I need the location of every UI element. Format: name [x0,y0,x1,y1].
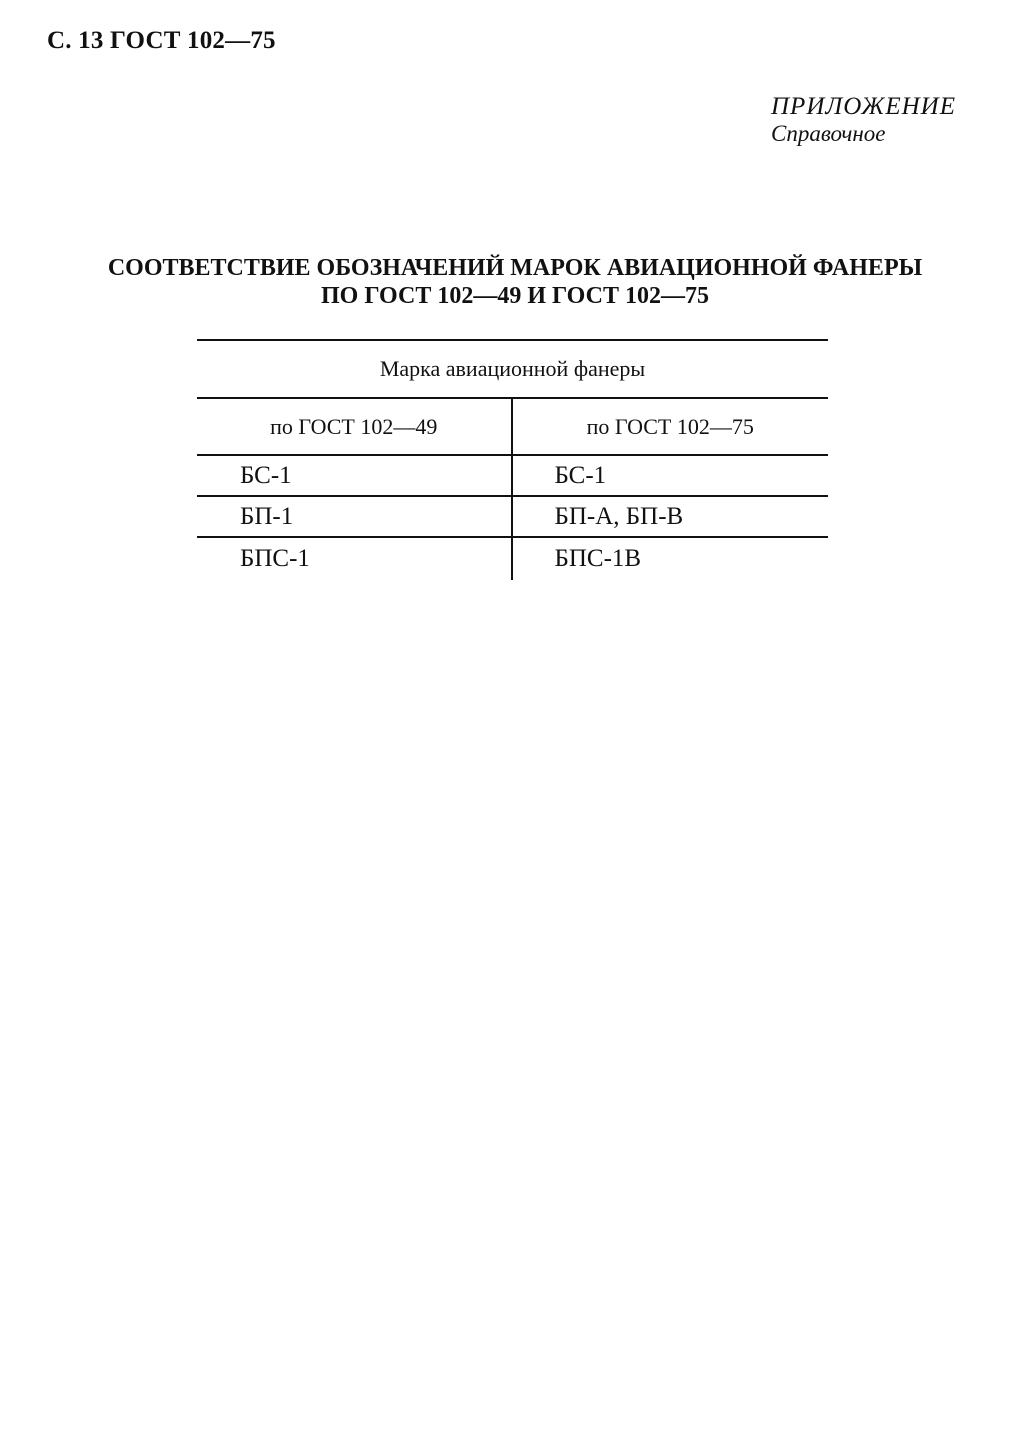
column-header-gost-102-49: по ГОСТ 102—49 [197,399,513,454]
table-cell-new-grade: БС-1 [554,461,607,489]
table-row [197,456,828,497]
appendix-title: ПРИЛОЖЕНИЕ [771,93,956,120]
table-cell-new-grade: БПС-1В [554,545,642,572]
table-main-header-label: Марка авиационной фанеры [379,356,646,381]
appendix-subtitle: Справочное [771,121,886,146]
table-cell-old-grade: БПС-1 [197,538,513,580]
plywood-grade-table [197,339,828,580]
table-column-headers [197,399,828,456]
table-cell-old-grade: БС-1 [197,456,513,495]
document-title-line-1: СООТВЕТСТВИЕ ОБОЗНАЧЕНИЙ МАРОК АВИАЦИОННОЙ ФАНЕРЫ [107,255,923,281]
document-title-line-2: ПО ГОСТ 102—49 И ГОСТ 102—75 [321,283,709,309]
table-cell-new-grade: БП-А, БП-В [554,502,684,530]
table-row [197,497,828,538]
column-header-gost-102-75: по ГОСТ 102—75 [586,413,754,439]
appendix-label [771,92,971,146]
document-title [20,254,1010,310]
table-row [197,538,828,580]
page-header: С. 13 ГОСТ 102—75 [47,27,276,54]
table-main-header [197,339,828,399]
table-cell-old-grade: БП-1 [197,497,513,536]
